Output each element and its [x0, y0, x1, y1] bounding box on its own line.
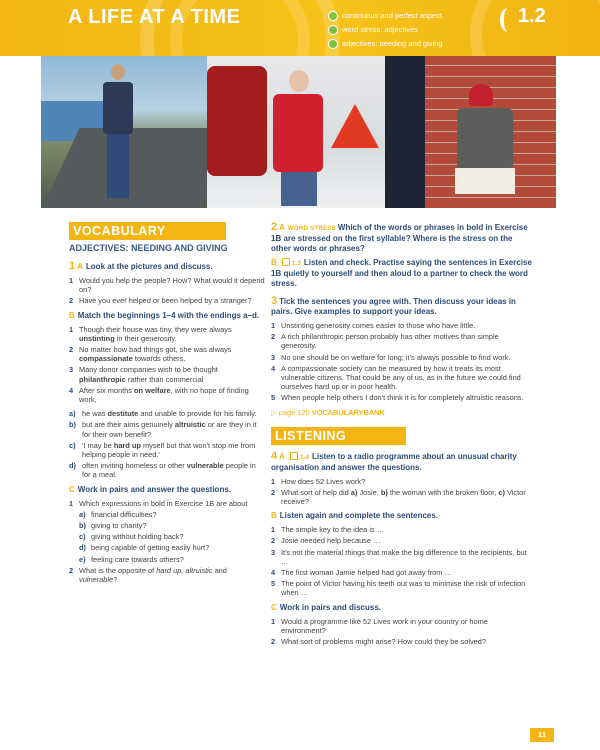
exercise-3-instruction: 3 Tick the sentences you agree with. Then discuss your ideas in pairs. Give examples to support your ideas. — [271, 295, 516, 316]
list-item: 1 Unstinting generosity comes easier to those who have little. — [271, 321, 476, 330]
topic-item: word stress: adjectives — [328, 23, 443, 36]
section-subheading: ADJECTIVES: NEEDING AND GIVING — [69, 243, 228, 253]
list-item: d) being capable of getting easily hurt? — [79, 543, 210, 553]
list-item: 5 The point of Victor having his teeth out was to minimise the risk of infection when … — [271, 579, 526, 598]
list-item: c) 'I may be hard up myself but that won't stop me from helping people in need.' — [69, 440, 256, 460]
exercise-1b-beginnings — [69, 325, 265, 405]
exercise-1c-questions — [69, 499, 265, 585]
topic-item: continuous and perfect aspect — [328, 9, 443, 22]
right-column — [271, 222, 532, 651]
list-item: 2 No matter how bad things got, she was always compassionate towards others. — [69, 345, 232, 364]
exercise-4a-instruction: 4 A 1.4 Listen to a radio programme about an unusual charity organisation and answer the questions. — [271, 449, 517, 472]
sound-wave-icon — [500, 8, 516, 32]
vocabulary-bank-link[interactable]: ▷ page 120 VOCABULARYBANK — [271, 407, 385, 417]
warning-triangle-icon — [331, 104, 379, 148]
list-item: 4 A compassionate society can be measured by how it treats its most vulnerable citizens. That could be any of us, as in the future we could find ourselves hard up or in poor health. — [271, 363, 521, 392]
exercise-4c-instruction: C Work in pairs and discuss. — [271, 602, 381, 612]
list-item: 1 The simple key to the idea is … — [271, 525, 385, 535]
list-item: 1 How does 52 Lives work? — [271, 476, 366, 486]
exercise-2a-instruction: 2 A WORD STRESS Which of the words or phrases in bold in Exercise 1B are stressed on the first syllable? Where is the stress on the other words or phrases? — [271, 221, 528, 253]
exercise-4a-questions — [271, 477, 532, 507]
list-item: 1 Though their house was tiny, they were always unstinting in their generosity. — [69, 324, 232, 343]
exercise-4b-instruction: B Listen again and complete the sentences. — [271, 511, 439, 521]
list-item: b) giving to charity? — [79, 521, 147, 531]
list-item: 3 No one should be on welfare for long; it's always possible to find work. — [271, 352, 511, 362]
list-item: d) often inviting homeless or other vulnerable people in for a meal. — [69, 461, 256, 480]
vocabulary-icon — [328, 39, 338, 49]
list-item: 1 Would you help the people? How? What would it depend on? — [69, 276, 265, 295]
list-item: 2 Have you ever helped or been helped by a stranger? — [69, 296, 252, 306]
list-item: 2 What is the opposite of hard up, altruistic and vulnerable? — [69, 565, 227, 585]
list-item: a) he was destitute and unable to provide for his family. — [69, 409, 257, 419]
list-item: 2 Josie needed help because … — [271, 536, 381, 546]
exercise-2b-instruction: B 1.3 Listen and check. Practise saying the sentences in Exercise 1B quietly to yourself and then aloud to a partner to check the word stress. — [271, 258, 532, 288]
photo-strip — [41, 56, 556, 208]
list-item: c) giving without holding back? — [79, 532, 184, 542]
cardboard-sign — [455, 168, 515, 194]
exercise-1a-questions — [69, 276, 265, 306]
exercise-1b-instruction: B Match the beginnings 1–4 with the endings a–d. — [69, 310, 260, 320]
photo-homeless-man — [385, 56, 556, 208]
audio-track-icon[interactable] — [290, 452, 298, 460]
unit-header — [0, 0, 600, 56]
list-item: 1 Would a programme like 52 Lives work in your country or home environment? — [271, 616, 488, 635]
grammar-icon — [328, 11, 338, 21]
list-item: 1 Which expressions in bold in Exercise 1B are about — [69, 498, 248, 508]
list-item: 4 After six months on welfare, with no hope of finding work, — [69, 385, 249, 405]
section-banner: VOCABULARY — [69, 222, 226, 240]
photo-broken-down-car — [207, 56, 385, 208]
topic-list — [328, 9, 443, 51]
topic-item: adjectives: needing and giving — [328, 37, 443, 50]
photo-hitchhiker — [41, 56, 207, 208]
list-item: 2 A rich philanthropic person probably has other motives than simple generosity. — [271, 332, 499, 351]
list-item: 5 When people help others I don't think it is for completely altruistic reasons. — [271, 393, 524, 403]
list-item: 3 Many donor companies wish to be thought philanthropic rather than commercial — [69, 365, 218, 384]
section-banner: LISTENING — [271, 427, 406, 445]
arrow-right-icon: ▷ — [271, 407, 279, 417]
list-item: a) financial difficulties? — [79, 509, 157, 519]
audio-track-icon[interactable] — [282, 258, 290, 266]
page-number: 11 — [530, 728, 554, 742]
exercise-1a-instruction: 1 A Look at the pictures and discuss. — [69, 260, 213, 272]
list-item: 2 What sort of help did a) Josie, b) the woman with the broken floor, c) Victor receive? — [271, 487, 526, 507]
pronunciation-icon — [328, 25, 338, 35]
list-item: 3 It's not the material things that make the big difference to the recipients, but … — [271, 547, 527, 566]
exercise-1c-instruction: C Work in pairs and answer the questions. — [69, 484, 231, 494]
page-title: A LIFE AT A TIME — [68, 6, 241, 28]
list-item: e) feeling care towards others? — [79, 554, 184, 564]
exercise-4c-questions — [271, 617, 532, 647]
exercise-1b-endings — [69, 409, 265, 479]
list-item: b) but are their aims genuinely altruistic or are they in it for their own benefit? — [69, 420, 257, 439]
unit-number: 1.2 — [518, 5, 546, 27]
list-item: 4 The first woman Jamie helped had got away from … — [271, 568, 452, 578]
vocabulary-section — [69, 222, 265, 589]
exercise-3-statements — [271, 321, 532, 403]
list-item: 2 What sort of problems might arise? How could they be solved? — [271, 637, 486, 647]
exercise-4b-sentences — [271, 525, 532, 597]
